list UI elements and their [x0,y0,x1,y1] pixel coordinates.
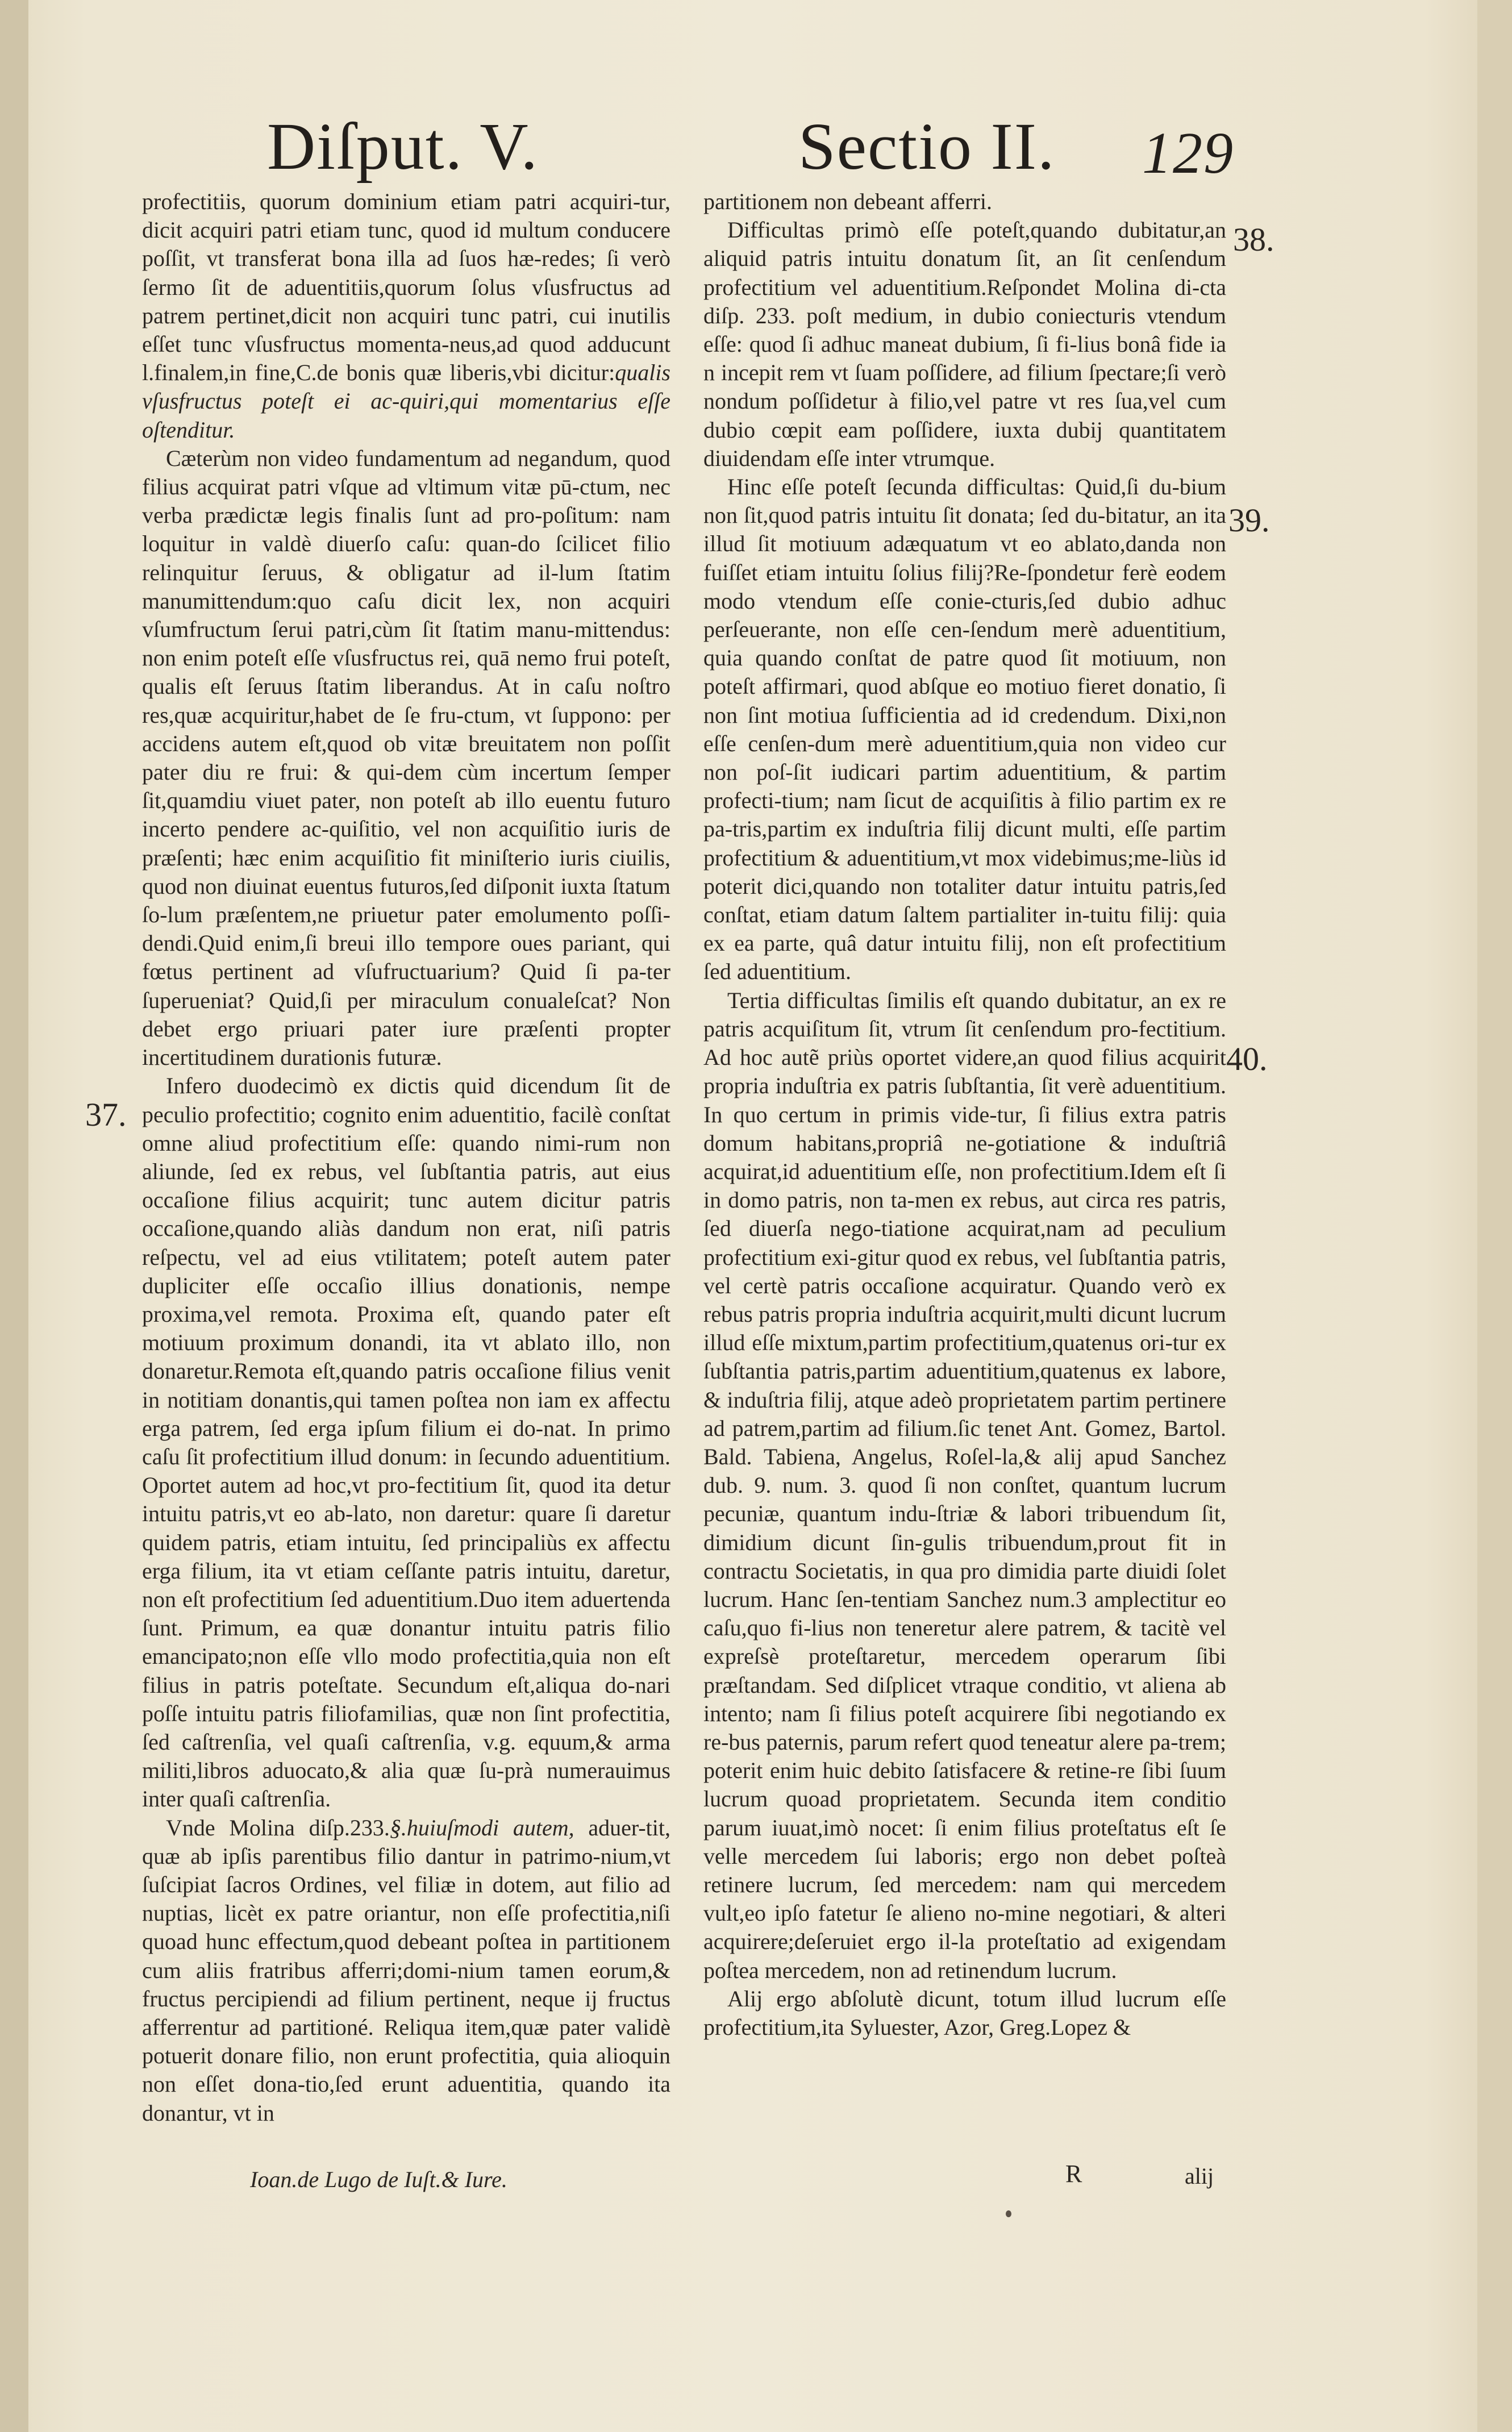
paragraph: Cæterùm non video fundamentum ad negandum, quod filius acquirat patri vſque ad vltimum vitæ pū-ctum, nec verba prædictæ legis finalis ſunt ad pro-poſitum: nam loquitur in valdè diuerſo caſu: quan-do ſcilicet filio relinquitur ſeruus, & obligatur ad il-lum ſtatim manumittendum:quo caſu dicit lex, non acquiri vſumfructum ſerui patri,cùm ſit ſtatim manu-mittendus: non enim poteſt eſſe vſusfructus rei, quā nemo frui poteſt, qualis eſt ſeruus ſtatim liberandus. At in caſu noſtro res,quæ acquiritur,habet de ſe fru-ctum, vt ſuppono: per accidens autem eſt,quod ob vitæ breuitatem non poſſit pater diu re frui: & qui-dem cùm incertum ſemper ſit,quamdiu viuet pater, non poteſt ab illo euentu futuro incerto pendere ac-quiſitio, vel non acquiſitio iuris de præſenti; hæc enim acquiſitio fit miniſterio iuris ciuilis, quod non diuinat euentus futuros,ſed diſponit iuxta ſtatum ſo-lum præſentem,ne priuetur pater emolumento poſſi-dendi.Quid enim,ſi breui illo tempore oues pariant, qui fœtus pertinent ad vſufructuarium? Quid ſi pa-ter ſuperueniat? Quid,ſi per miraculum conualeſcat? Non debet ergo priuari pater iure præſenti propter incertitudinem durationis futuræ. [142,445,670,1071]
paragraph: Difficultas primò eſſe poteſt,quando dubitatur,an aliquid patris intuitu donatum ſit, an ſit cenſendum profectitium vel aduentitium.Reſpondet Molina di-cta diſp. 233. poſt medium, in dubio coniecturis vtendum eſſe: quod ſi adhuc maneat dubium, ſi fi-lius bonâ fide ia n incepit rem vt ſuam poſſidere, ad filium ſpectare;ſi verò nondum poſſidetur à filio,vel patre vt res ſua,vel cum dubio cœpit eam poſſidere, iuxta dubij quantitatem diuidendam eſſe inter vtrumque. [703,217,1226,471]
paragraph: Alij ergo abſolutè dicunt, totum illud lucrum eſſe profectitium,ita Syluester, Azor, Greg.Lopez & [703,1985,1226,2040]
marginal-number: 37. [85,1096,127,1133]
paragraph: Infero duodecimò ex dictis quid dicendum ſit de peculio profectitio; cognito enim aduentitio, facilè conſtat omne aliud profectitium eſſe: quando nimi-rum non aliunde, ſed ex rebus, vel ſubſtantia patris, aut eius occaſione filius acquirit; tunc autem dicitur patris occaſione,quando aliàs dandum non erat, niſi patris reſpectu, vel ad eius vtilitatem; poteſt autem pater dupliciter eſſe occaſio illius donationis, nempe proxima,vel remota. Proxima eſt, quando pater eſt motiuum proximum donandi, ita vt ablato illo, non donaretur.Remota eſt,quando patris occaſione filius venit in notitiam donantis,qui tamen poſtea non iam ex affectu erga patrem, ſed erga ipſum filium ei do-nat. In primo caſu ſit profectitium illud donum: in ſecundo aduentitium. Oportet autem ad hoc,vt pro-fectitium ſit, quod ita detur intuitu patris,vt eo ab-lato, non daretur: quare ſi daretur quidem patris, etiam intuitu, ſed principaliùs ex affectu erga filium, ita vt etiam ceſſante patris intuitu, daretur, non eſt profectitium ſed aduentitium.Duo item aduertenda ſunt. Primum, ea quæ donantur intuitu patris filio emancipato;non eſſe vllo modo profectitia,quia non eſt filius in patris poteſtate. Secundum eſt,aliqua do-nari poſſe intuitu patris filiofamilias, quæ non ſint profectitia, ſed caſtrenſia, vel quaſi caſtrenſia, v.g. equum,& arma militi,libros aduocato,& alia quæ ſu-prà numerauimus inter quaſi caſtrenſia. [142,1073,670,1812]
paragraph: Vnde Molina diſp.233.§.huiuſmodi autem, aduer-tit, quæ ab ipſis parentibus filio dantur in patrimo-nium,vt ſuſcipiat ſacros Ordines, vel filiæ in dotem, aut filio ad nuptias, licèt ex patre oriantur, non eſſe profectitia,niſi quoad hunc effectum,quod debeant poſtea in partitionem cum aliis fratribus afferri;domi-nium tamen eorum,& fructus percipiendi ad filium pertinent, neque ij fructus afferrentur ad partitioné. Reliqua item,quæ pater validè potuerit donare filio, non erunt profectitia, quia alioquin non eſſet dona-tio,ſed erunt aduentitia, quando ita donantur, vt in [142,1814,671,2126]
header-disputation: Diſput. V. [267,109,539,184]
signature-mark: R [1065,2160,1082,2188]
paragraph: partitionem non debeant afferri. [703,189,992,214]
ink-speck [1006,2210,1011,2217]
right-column [703,188,1226,2042]
running-header [0,97,1512,193]
paragraph: profectitiis, quorum dominium etiam patri acquiri-tur, dicit acquiri patri etiam tunc, quod id multum conducere poſſit, vt transferat bona illa ad ſuos hæ-redes; ſi verò ſermo ſit de aduentitiis,quorum ſolus vſusfructus ad patrem pertinet,dicit non acquiri tunc patri, cui inutilis eſſet tunc vſusfructus momenta-neus,ad quod adducunt l.finalem,in fine,C.de bonis quæ liberis,vbi dicitur:qualis vſusfructus poteſt ei ac-quiri,qui momentarius eſſe oſtenditur. [142,189,670,443]
page-edge [1477,0,1512,2432]
catchword: alij [1185,2163,1214,2189]
marginal-number: 38. [1233,221,1274,258]
marginal-number: 40. [1226,1040,1268,1077]
paragraph: Hinc eſſe poteſt ſecunda difficultas: Quid,ſi du-bium non ſit,quod patris intuitu ſit donata; ſed du-bitatur, an ita illud ſit motiuum adæquatum vt eo ablato,danda non fuiſſet etiam intuitu ſolius filij?Re-ſpondetur ferè eodem modo vtendum eſſe conie-cturis,ſed dubio adhuc perſeuerante, non eſſe cen-ſendum merè aduentitium, quia quando conſtat de patre quod ſit motiuum, non poteſt affirmari, quod abſque eo motiuo fieret donatio, ſi non ſint motiua ſufficientia ad id credendum. Dixi,non eſſe cenſen-dum merè aduentitium,quia non video cur non poſ-ſit iudicari partim aduentitium, & partim profecti-tium; nam ſicut de acquiſitis à filio partim ex re pa-tris,partim ex induſtria filij dicunt multi, eſſe partim profectitium & aduentitium,vt mox videbimus;me-liùs id poterit dici,quando non totaliter datur intuitu patris,ſed conſtat, etiam datum ſaltem partialiter in-tuitu filij: quia ex ea parte, quâ datur intuitu filij, non eſt profectitium ſed aduentitium. [703,474,1226,985]
binding-gutter [0,0,28,2432]
header-section: Sectio II. [798,109,1056,184]
marginal-number: 39. [1228,502,1270,539]
page-number: 129 [1142,120,1234,186]
author-line: Ioan.de Lugo de Iuſt.& Iure. [250,2167,507,2192]
left-column [142,188,670,2127]
paragraph: Tertia difficultas ſimilis eſt quando dubitatur, an ex re patris acquiſitum ſit, vtrum ſit cenſendum pro-fectitium. Ad hoc autẽ priùs oportet videre,an quod filius acquirit propria induſtria ex patris ſubſtantia, ſit verè aduentitium. In quo certum in primis vide-tur, ſi filius extra patris domum habitans,propriâ ne-gotiatione & induſtriâ acquirat,id aduentitium eſſe, non profectitium.Idem eſt ſi in domo patris, non ta-men ex rebus, aut circa res patris, ſed diuerſa nego-tiatione acquirat,nam ad peculium profectitium exi-gitur quod ex rebus, vel ſubſtantia patris, vel certè patris occaſione acquiratur. Quando verò ex rebus patris propria induſtria acquirit,multi dicunt lucrum illud eſſe mixtum,partim profectitium,quatenus ori-tur ex ſubſtantia patris,partim aduentitium,quatenus ex labore, & induſtria filij, atque adeò proprietatem partim pertinere ad patrem,partim ad filium.ſic tenet Ant. Gomez, Bartol. Bald. Tabiena, Angelus, Roſel-la,& alij apud Sanchez dub. 9. num. 3. quod ſi non conſtet, quantum lucrum pecuniæ, quantum indu-ſtriæ & labori tribuendum ſit, dimidium dicunt ſin-gulis tribuendum,prout fit in contractu Societatis, in qua pro dimidia parte diuidi ſolet lucrum. Hanc ſen-tentiam Sanchez num.3 amplectitur eo caſu,quo fi-lius non teneretur alere patrem, & tacitè vel expreſsè proteſtaretur, mercedem operarum ſibi præſtandam. Sed diſplicet vtraque conditio, vt aliena ab intento; nam ſi filius poteſt acquirere ſibi negotiando ex re-bus paternis, parum refert quod teneatur alere pa-trem; poterit enim huic debito ſatisfacere & retine-re ſibi ſuum lucrum quoad proprietatem. Secunda item conditio parum iuuat,imò nocet: ſi enim filius proteſtatus eſt ſe velle mercedem ſui laboris; ergo non debet poſteà retinere lucrum, ſed mercedem: nam qui mercedem vult,eo ipſo fatetur ſe alieno no-mine negotiari, & alteri acquirere;deſeruiet ergo il-la proteſtatio ad exigendam poſtea mercedem, non ad retinendum lucrum. [703,987,1226,1983]
